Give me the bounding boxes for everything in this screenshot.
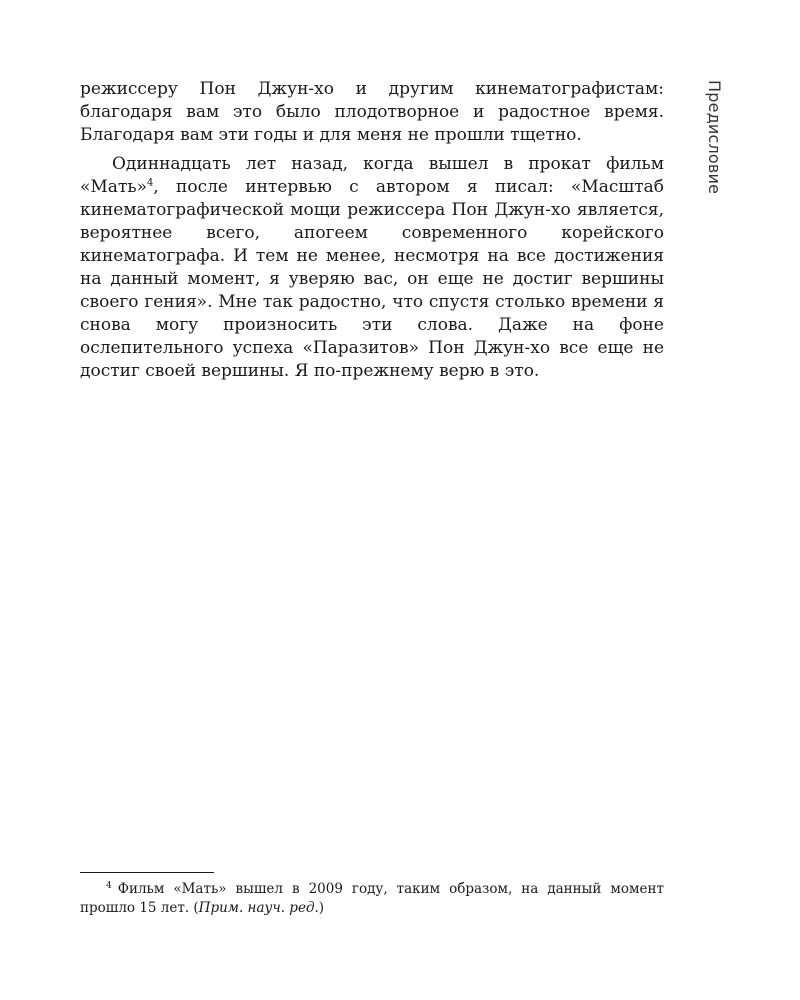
paragraph-text-end: , после интервью с автором я писал: «Масштаб кинематографической мощи режиссера Пон Джун-хо является, вероятнее всего, апогеем современного корейского кинематографа. И тем не менее, несмотря на все достижения на данный момент, я уверяю вас, он еще не достиг вершины своего гения». Мне так радостно, что спустя столько времени я снова могу произносить эти слова. Даже на фоне ослепительного успеха «Паразитов» Пон Джун-хо все еще не достиг своей вершины. Я по-прежнему верю в это. [80, 177, 664, 381]
main-text [80, 78, 664, 383]
footnote-closing: ) [318, 900, 325, 916]
paragraph-continuation: режиссеру Пон Джун-хо и другим кинематографистам: благодаря вам это было плодотворное и радостное время. Благодаря вам эти годы и для меня не прошли тщетно. [80, 79, 664, 145]
editor-note: Прим. науч. ред. [198, 900, 319, 916]
paragraph [80, 153, 664, 383]
running-head: Предисловие [705, 80, 724, 195]
footnote-text: Фильм «Мать» вышел в 2009 году, таким образом, на данный момент прошло 15 лет. ( [80, 881, 664, 916]
footnote [80, 880, 664, 918]
footnote-number: 4 [106, 880, 112, 891]
footnote-divider [80, 872, 214, 873]
paragraph-text-start: Одиннадцать лет назад, когда вышел в прокат фильм «Мать» [80, 154, 664, 197]
footnote-reference[interactable]: 4 [147, 177, 154, 189]
